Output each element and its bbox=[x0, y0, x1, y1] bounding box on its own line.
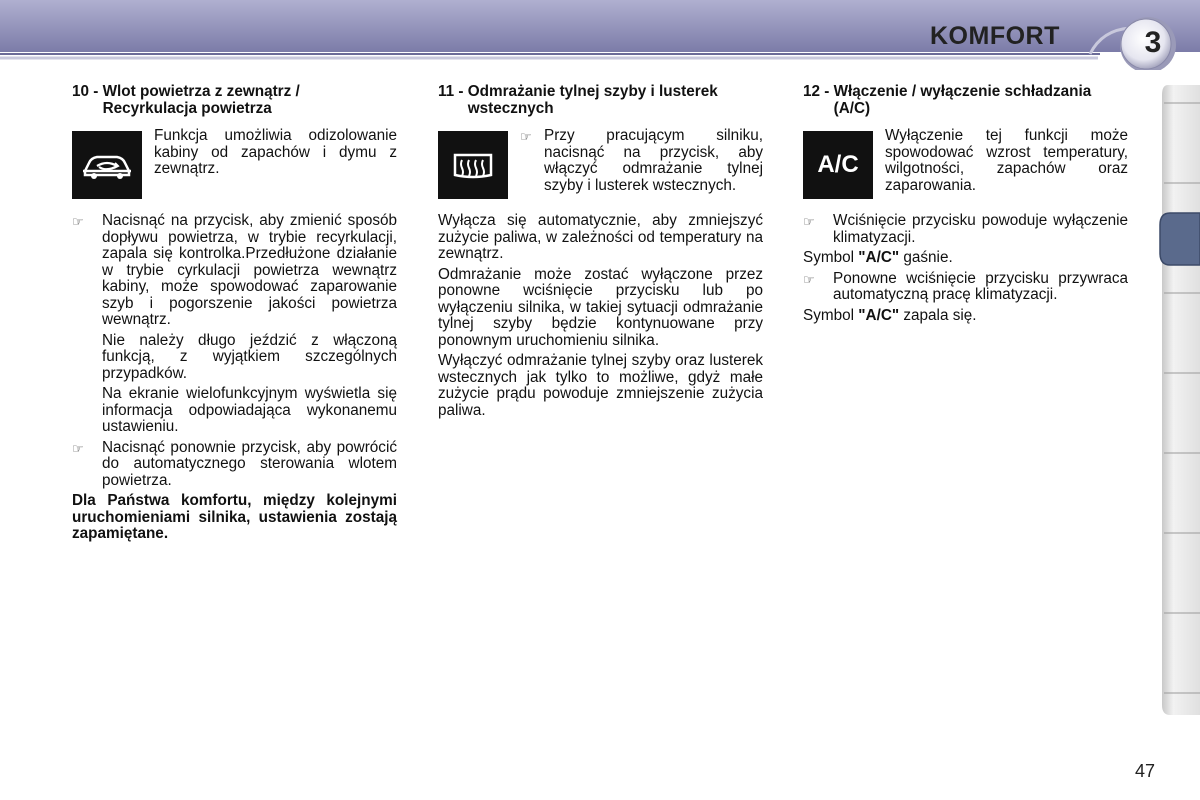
bullet-item bbox=[72, 440, 397, 490]
rear-defrost-icon bbox=[438, 131, 508, 199]
chapter-number: 3 bbox=[1144, 26, 1162, 59]
section-10-note-1: Nie należy długo jeździć z włączoną funkcją, z wyjątkiem szczególnych przypadków. bbox=[102, 331, 397, 382]
symbol-text: Symbol bbox=[803, 306, 859, 324]
section-10-number: 10 - bbox=[72, 83, 103, 100]
section-12-symbol-off bbox=[803, 250, 1128, 267]
pointing-hand-icon: ☞ bbox=[72, 440, 84, 456]
pointing-hand-icon: ☞ bbox=[803, 214, 815, 229]
section-10-note-2: Na ekranie wielofunkcyjnym wyświetla się informacja odpowiadająca wykonanemu ustawieniu. bbox=[102, 385, 397, 435]
ac-icon bbox=[803, 131, 873, 199]
section-12-intro-text: Wyłączenie tej funkcji może spowodować wzrost temperatury, wilgotności, zapachów oraz zaparowania. bbox=[885, 127, 1128, 194]
symbol-text: zapala się. bbox=[899, 306, 977, 324]
section-10-intro-text: Funkcja umożliwia odizolowanie kabiny od zapachów i dymu z zewnątrz. bbox=[154, 127, 397, 177]
symbol-label: "A/C" bbox=[858, 306, 900, 324]
section-11-title: Odmrażanie tylnej szyby i lusterek wstecznych bbox=[467, 83, 718, 117]
section-12-title: Włączenie / wyłączenie schładzania (A/C) bbox=[833, 83, 1092, 117]
section-10-heading bbox=[72, 84, 397, 117]
car-recirculation-icon bbox=[72, 131, 142, 199]
page-number: 47 bbox=[1135, 761, 1156, 781]
section-10-bullet-2: Nacisnąć ponownie przycisk, aby powrócić do automatycznego sterowania wlotem powietrza. bbox=[102, 438, 397, 489]
section-12-heading bbox=[803, 84, 1128, 117]
pointing-hand-icon: ☞ bbox=[520, 129, 532, 144]
page-header bbox=[0, 0, 1200, 70]
pointing-hand-icon: ☞ bbox=[72, 214, 84, 229]
section-12 bbox=[803, 84, 1128, 328]
section-11-bullet-1: Przy pracującym silniku, nacisnąć na przycisk, aby włączyć odmrażanie tylnej szyby i lusterek wstecznych. bbox=[544, 127, 763, 194]
symbol-text: gaśnie. bbox=[899, 249, 953, 266]
section-11-paragraph-3: Wyłączyć odmrażanie tylnej szyby oraz lusterek wstecznych jak tylko to możliwe, gdyż małe zużycie prądu powoduje zmniejszenie zużycia paliwa. bbox=[438, 352, 763, 419]
section-11-paragraph-2: Odmrażanie może zostać wyłączone przez ponowne wciśnięcie przycisku lub po wyłączeniu silnika, w takiej sytuacji odmrażanie tylnej szyby będzie kontynuowane przy ponownym uruchomieniu silnika. bbox=[438, 265, 763, 349]
symbol-text: Symbol bbox=[803, 249, 859, 266]
section-10-bullet-1: Nacisnąć na przycisk, aby zmienić sposób dopływu powietrza, w trybie recyrkulacji, zapala się kontrolka.Przedłużone działanie w trybie cyrkulacji powietrza wewnątrz kabiny, może spowodować zaparowanie szyb i pogorszenie jakości powietrza wewnątrz. bbox=[102, 212, 397, 328]
pointing-hand-icon: ☞ bbox=[803, 271, 815, 287]
section-11-paragraph-1: Wyłącza się automatycznie, aby zmniejszyć zużycie paliwa, w zależności od temperatury na zewnątrz. bbox=[438, 212, 763, 262]
section-12-bullet-2: Ponowne wciśnięcie przycisku przywraca automatyczną pracę klimatyzacji. bbox=[833, 269, 1128, 303]
section-11-heading bbox=[438, 84, 763, 117]
section-10-title: Wlot powietrza z zewnątrz / Recyrkulacja powietrza bbox=[102, 83, 300, 117]
bullet-item bbox=[803, 213, 1128, 246]
bullet-item bbox=[72, 213, 397, 329]
section-12-intro bbox=[803, 128, 1128, 199]
section-12-symbol-on bbox=[803, 308, 1128, 325]
section-12-number: 12 - bbox=[803, 83, 834, 100]
section-10 bbox=[72, 84, 397, 547]
symbol-label: "A/C" bbox=[858, 249, 900, 266]
chapter-title: KOMFORT bbox=[930, 22, 1060, 50]
section-10-bold-note: Dla Państwa komfortu, między kolejnymi uruchomieniami silnika, ustawienia zostają zapamiętane. bbox=[72, 492, 397, 542]
bullet-item bbox=[520, 128, 763, 194]
section-10-intro bbox=[72, 128, 397, 199]
section-11-number: 11 - bbox=[438, 83, 468, 100]
bullet-item bbox=[803, 271, 1128, 304]
section-11-intro bbox=[438, 128, 763, 199]
section-12-bullet-1: Wciśnięcie przycisku powoduje wyłączenie klimatyzacji. bbox=[833, 212, 1128, 246]
section-11 bbox=[438, 84, 763, 423]
chapter-tabs bbox=[1158, 85, 1200, 715]
ac-icon-label: A/C bbox=[817, 150, 859, 178]
